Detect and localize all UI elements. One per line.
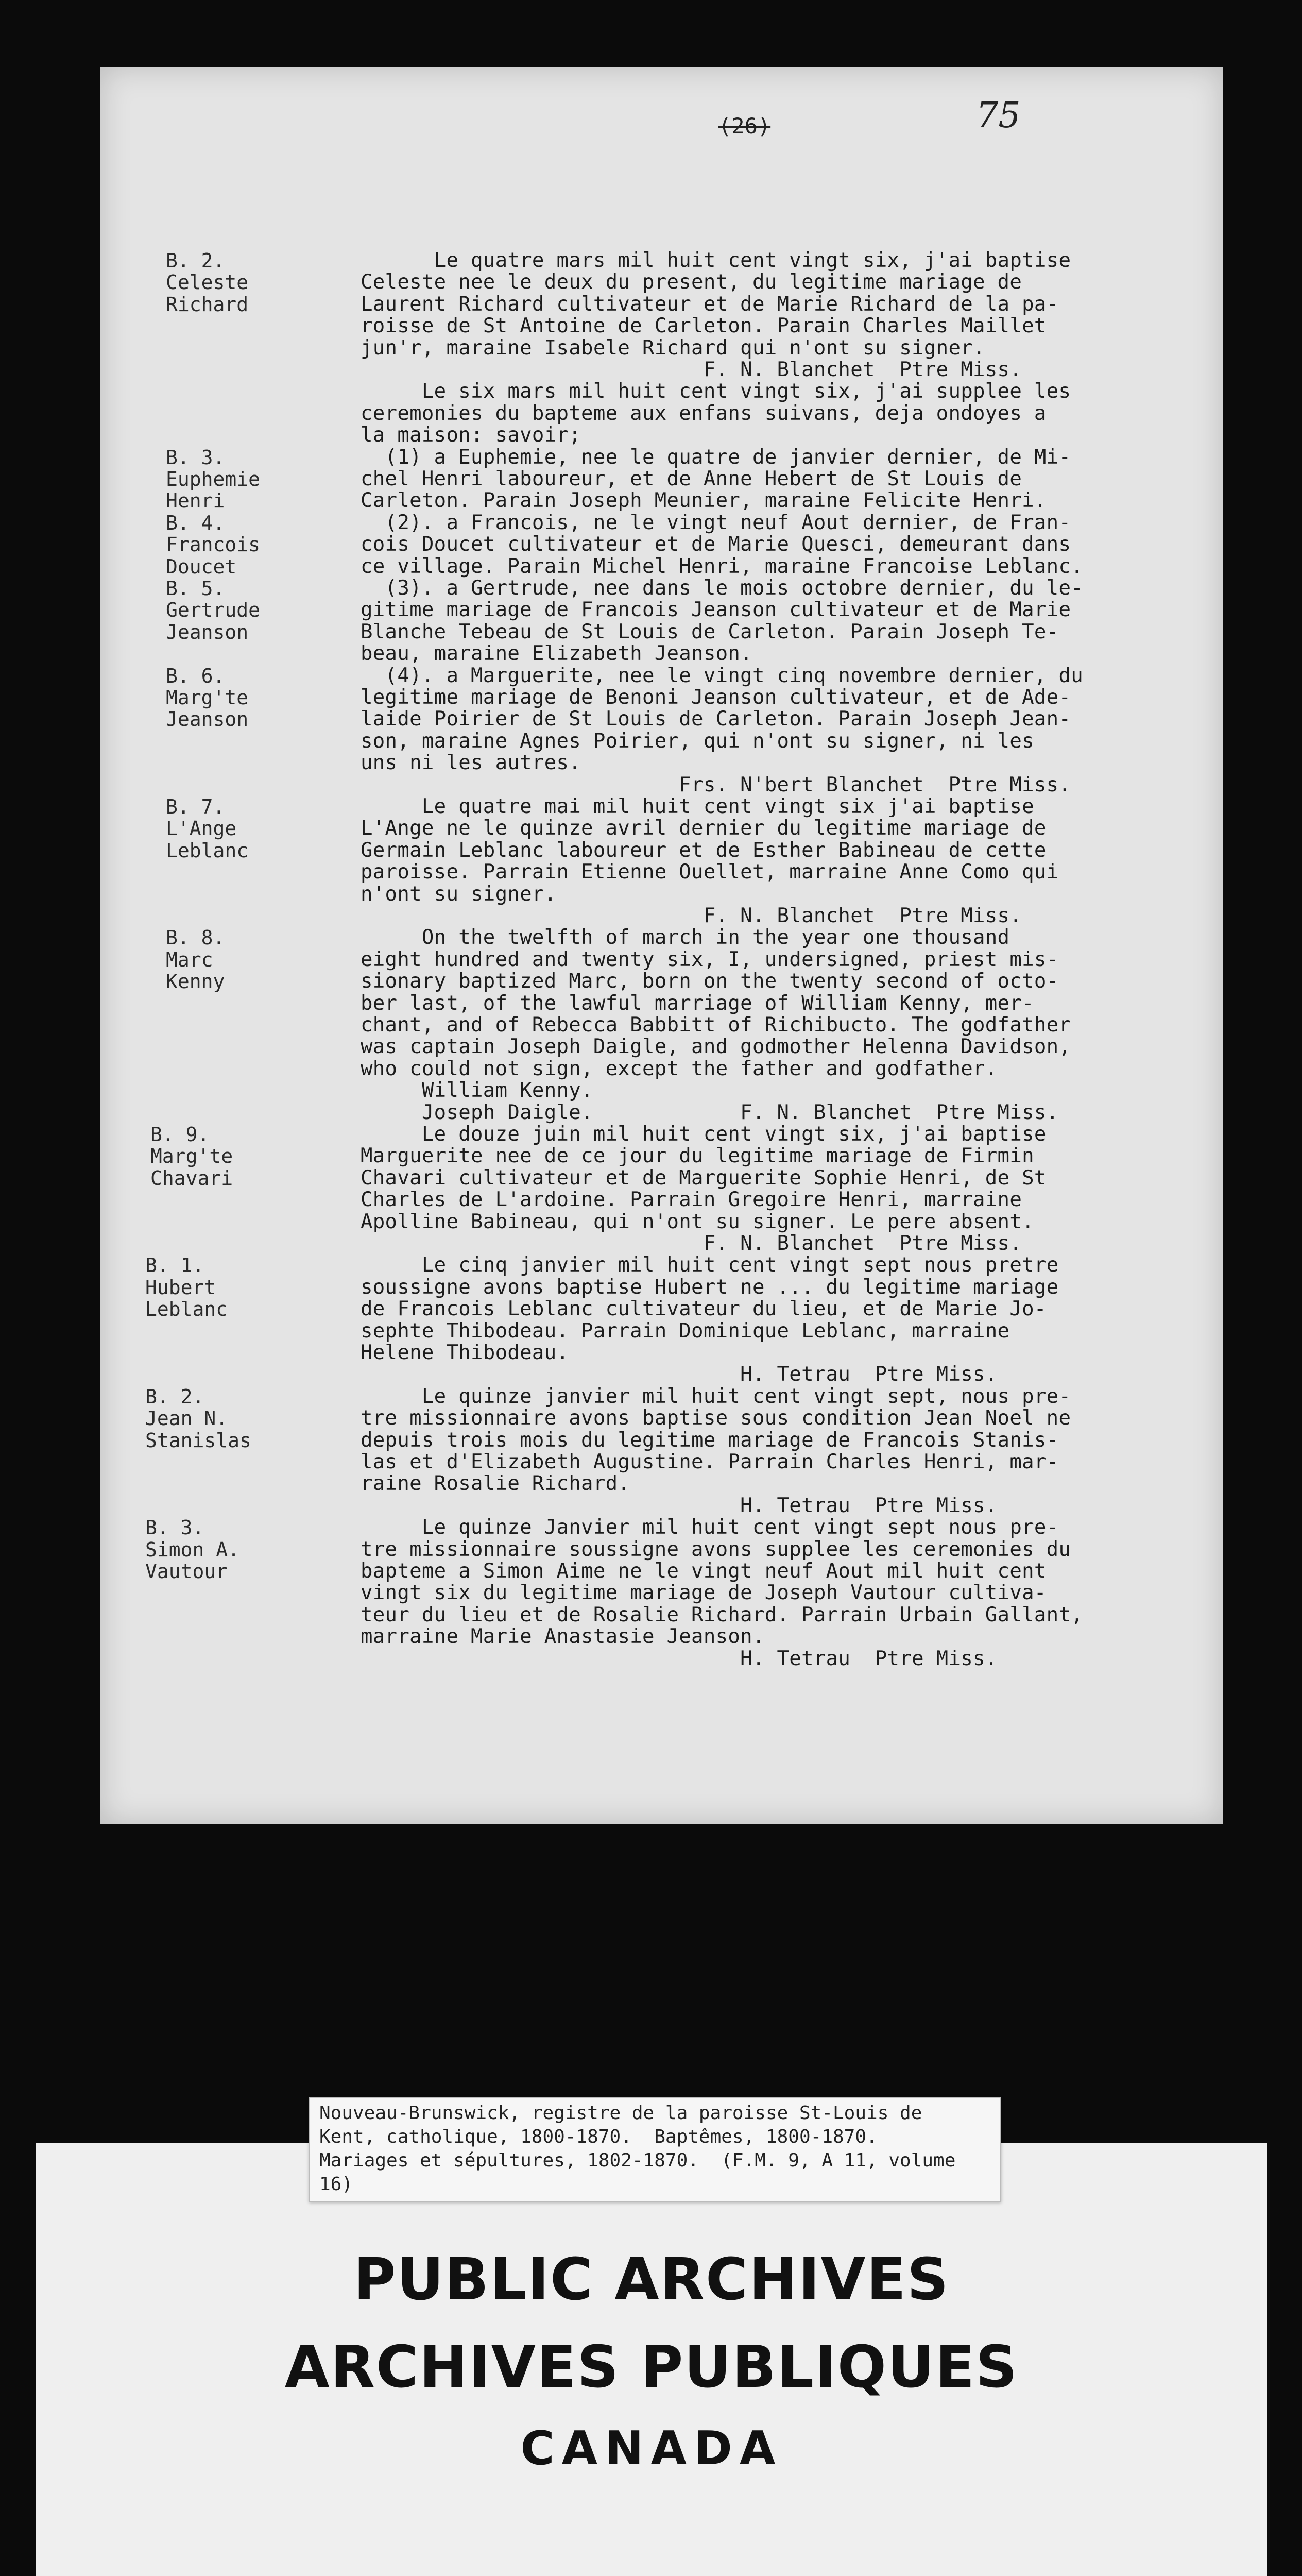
margin-note: Francois bbox=[166, 533, 261, 556]
register-line: F. N. Blanchet Ptre Miss. bbox=[361, 1232, 1022, 1255]
register-line: chel Henri laboureur, et de Anne Hebert de St Louis de bbox=[361, 467, 1022, 490]
register-line: gitime mariage de Francois Jeanson cultivateur et de Marie bbox=[361, 598, 1071, 622]
register-page bbox=[100, 67, 1223, 1824]
margin-note: B. 2. bbox=[145, 1385, 204, 1408]
margin-note: Kenny bbox=[166, 970, 225, 993]
register-line: who could not sign, except the father and godfather. bbox=[361, 1057, 998, 1080]
margin-note: Leblanc bbox=[166, 839, 249, 862]
register-line: laide Poirier de St Louis de Carleton. Parain Joseph Jean- bbox=[361, 707, 1071, 731]
register-line: n'ont su signer. bbox=[361, 882, 557, 906]
register-line: teur du lieu et de Rosalie Richard. Parrain Urbain Gallant, bbox=[361, 1603, 1084, 1626]
register-line: Frs. N'bert Blanchet Ptre Miss. bbox=[361, 773, 1071, 796]
margin-note: Chavari bbox=[150, 1166, 233, 1190]
register-line: (3). a Gertrude, nee dans le mois octobre dernier, du le- bbox=[361, 577, 1084, 600]
register-line: Le douze juin mil huit cent vingt six, j'ai baptise bbox=[361, 1123, 1047, 1146]
register-line: L'Ange ne le quinze avril dernier du legitime mariage de bbox=[361, 817, 1047, 840]
register-line: bapteme a Simon Aime ne le vingt neuf Aout mil huit cent bbox=[361, 1560, 1047, 1583]
margin-note: B. 8. bbox=[166, 926, 225, 950]
register-line: H. Tetrau Ptre Miss. bbox=[361, 1494, 998, 1517]
margin-note: B. 7. bbox=[166, 795, 225, 818]
margin-note: B. 3. bbox=[145, 1516, 204, 1539]
register-line: F. N. Blanchet Ptre Miss. bbox=[361, 904, 1022, 927]
register-line: eight hundred and twenty six, I, undersigned, priest mis- bbox=[361, 947, 1059, 971]
register-entries bbox=[100, 67, 1223, 1824]
register-line: soussigne avons baptise Hubert ne ... du legitime mariage bbox=[361, 1275, 1059, 1299]
register-line: Laurent Richard cultivateur et de Marie Richard de la pa- bbox=[361, 292, 1059, 316]
collection-label bbox=[309, 2097, 1001, 2202]
register-line: Marguerite nee de ce jour du legitime mariage de Firmin bbox=[361, 1144, 1034, 1168]
margin-note: Leblanc bbox=[145, 1298, 228, 1321]
register-line: Blanche Tebeau de St Louis de Carleton. Parain Joseph Te- bbox=[361, 620, 1059, 643]
register-line: Le six mars mil huit cent vingt six, j'ai supplee les bbox=[361, 380, 1071, 403]
label-line: Kent, catholique, 1800-1870. Baptêmes, 1800-1870. bbox=[319, 2126, 878, 2147]
archive-card bbox=[36, 2143, 1267, 2576]
register-line: las et d'Elizabeth Augustine. Parrain Charles Henri, mar- bbox=[361, 1450, 1059, 1473]
margin-note: Stanislas bbox=[145, 1429, 251, 1452]
margin-note: Euphemie bbox=[166, 468, 261, 490]
register-line: ceremonies du bapteme aux enfans suivans, deja ondoyes a bbox=[361, 401, 1047, 425]
register-line: ce village. Parain Michel Henri, maraine Francoise Leblanc. bbox=[361, 554, 1084, 578]
register-line: (1) a Euphemie, nee le quatre de janvier dernier, de Mi- bbox=[361, 445, 1071, 469]
register-line: William Kenny. bbox=[361, 1079, 593, 1103]
label-line: 16) bbox=[319, 2174, 353, 2195]
margin-note: Marg'te bbox=[166, 686, 249, 709]
register-line: Le quinze janvier mil huit cent vingt sept, nous pre- bbox=[361, 1384, 1071, 1408]
register-line: Le cinq janvier mil huit cent vingt sept nous pretre bbox=[361, 1253, 1059, 1277]
register-line: Le quinze Janvier mil huit cent vingt sept nous pre- bbox=[361, 1516, 1059, 1539]
margin-note: Doucet bbox=[166, 555, 237, 578]
margin-note: B. 9. bbox=[150, 1123, 210, 1146]
register-line: chant, and of Rebecca Babbitt of Richibucto. The godfather bbox=[361, 1013, 1071, 1037]
register-line: Le quatre mars mil huit cent vingt six, j'ai baptise bbox=[361, 249, 1071, 272]
label-line: Nouveau-Brunswick, registre de la paroisse St-Louis de bbox=[319, 2103, 922, 2124]
margin-note: Marg'te bbox=[150, 1145, 233, 1168]
register-line: Apolline Babineau, qui n'ont su signer. Le pere absent. bbox=[361, 1210, 1034, 1233]
register-line: H. Tetrau Ptre Miss. bbox=[361, 1647, 998, 1670]
register-line: (2). a Francois, ne le vingt neuf Aout dernier, de Fran- bbox=[361, 511, 1071, 534]
register-line: ber last, of the lawful marriage of William Kenny, mer- bbox=[361, 991, 1034, 1015]
register-line: uns ni les autres. bbox=[361, 751, 581, 775]
archive-title-french: ARCHIVES PUBLIQUES bbox=[284, 2334, 1019, 2401]
register-line: vingt six du legitime mariage de Joseph Vautour cultiva- bbox=[361, 1581, 1047, 1605]
crossed-page-number: (26) bbox=[718, 113, 771, 139]
register-line: On the twelfth of march in the year one thousand bbox=[361, 926, 1010, 950]
margin-note: B. 2. bbox=[166, 249, 225, 272]
margin-note: Marc bbox=[166, 948, 213, 971]
archive-title-english: PUBLIC ARCHIVES bbox=[353, 2246, 950, 2313]
register-line: Joseph Daigle. F. N. Blanchet Ptre Miss. bbox=[361, 1100, 1059, 1124]
margin-note: B. 1. bbox=[145, 1254, 204, 1277]
register-line: Celeste nee le deux du present, du legitime mariage de bbox=[361, 270, 1022, 294]
margin-note: L'Ange bbox=[166, 817, 237, 840]
register-line: Germain Leblanc laboureur et de Esther Babineau de cette bbox=[361, 838, 1047, 862]
register-line: legitime mariage de Benoni Jeanson cultivateur, et de Ade- bbox=[361, 686, 1071, 709]
margin-note: B. 3. bbox=[166, 446, 225, 469]
register-line: beau, maraine Elizabeth Jeanson. bbox=[361, 642, 752, 666]
margin-note: B. 4. bbox=[166, 511, 225, 534]
register-line: tre missionnaire soussigne avons supplee les ceremonies du bbox=[361, 1537, 1071, 1561]
register-line: raine Rosalie Richard. bbox=[361, 1472, 630, 1496]
register-line: F. N. Blanchet Ptre Miss. bbox=[361, 358, 1022, 381]
margin-note: Jeanson bbox=[166, 620, 249, 643]
register-line: Carleton. Parain Joseph Meunier, maraine Felicite Henri. bbox=[361, 489, 1047, 513]
margin-note: Henri bbox=[166, 489, 225, 513]
margin-note: B. 5. bbox=[166, 577, 225, 600]
register-line: jun'r, maraine Isabele Richard qui n'ont su signer. bbox=[361, 336, 985, 360]
register-line: Le quatre mai mil huit cent vingt six j'ai baptise bbox=[361, 795, 1034, 818]
margin-note: Gertrude bbox=[166, 599, 261, 622]
register-line: cois Doucet cultivateur et de Marie Quesci, demeurant dans bbox=[361, 533, 1071, 556]
register-line: Charles de L'ardoine. Parrain Gregoire Henri, marraine bbox=[361, 1188, 1022, 1212]
register-line: (4). a Marguerite, nee le vingt cinq novembre dernier, du bbox=[361, 664, 1084, 687]
register-line: tre missionnaire avons baptise sous condition Jean Noel ne bbox=[361, 1406, 1071, 1430]
margin-note: Simon A. bbox=[145, 1538, 240, 1561]
margin-note: Jean N. bbox=[145, 1407, 228, 1430]
register-line: son, maraine Agnes Poirier, qui n'ont su signer, ni les bbox=[361, 729, 1034, 753]
margin-note: B. 6. bbox=[166, 664, 225, 687]
label-line: Mariages et sépultures, 1802-1870. (F.M. 9, A 11, volume bbox=[319, 2150, 956, 2171]
margin-note: Jeanson bbox=[166, 708, 249, 731]
archive-country: CANADA bbox=[520, 2421, 783, 2476]
margin-note: Hubert bbox=[145, 1276, 216, 1299]
register-line: H. Tetrau Ptre Miss. bbox=[361, 1363, 998, 1386]
register-line: Helene Thibodeau. bbox=[361, 1341, 569, 1364]
register-line: roisse de St Antoine de Carleton. Parain Charles Maillet bbox=[361, 314, 1047, 338]
handwritten-page-number: 75 bbox=[976, 95, 1021, 136]
register-line: depuis trois mois du legitime mariage de Francois Stanis- bbox=[361, 1428, 1059, 1452]
margin-note: Celeste bbox=[166, 271, 249, 294]
margin-note: Vautour bbox=[145, 1560, 228, 1583]
register-line: de Francois Leblanc cultivateur du lieu, et de Marie Jo- bbox=[361, 1297, 1047, 1321]
register-line: la maison: savoir; bbox=[361, 423, 581, 447]
register-line: marraine Marie Anastasie Jeanson. bbox=[361, 1625, 765, 1649]
register-line: paroisse. Parrain Etienne Ouellet, marraine Anne Como qui bbox=[361, 860, 1059, 884]
margin-note: Richard bbox=[166, 293, 249, 316]
register-line: was captain Joseph Daigle, and godmother Helenna Davidson, bbox=[361, 1035, 1071, 1059]
register-line: sionary baptized Marc, born on the twenty second of octo- bbox=[361, 970, 1059, 993]
register-line: Chavari cultivateur et de Marguerite Sophie Henri, de St bbox=[361, 1166, 1047, 1190]
register-line: sephte Thibodeau. Parrain Dominique Leblanc, marraine bbox=[361, 1319, 1010, 1343]
